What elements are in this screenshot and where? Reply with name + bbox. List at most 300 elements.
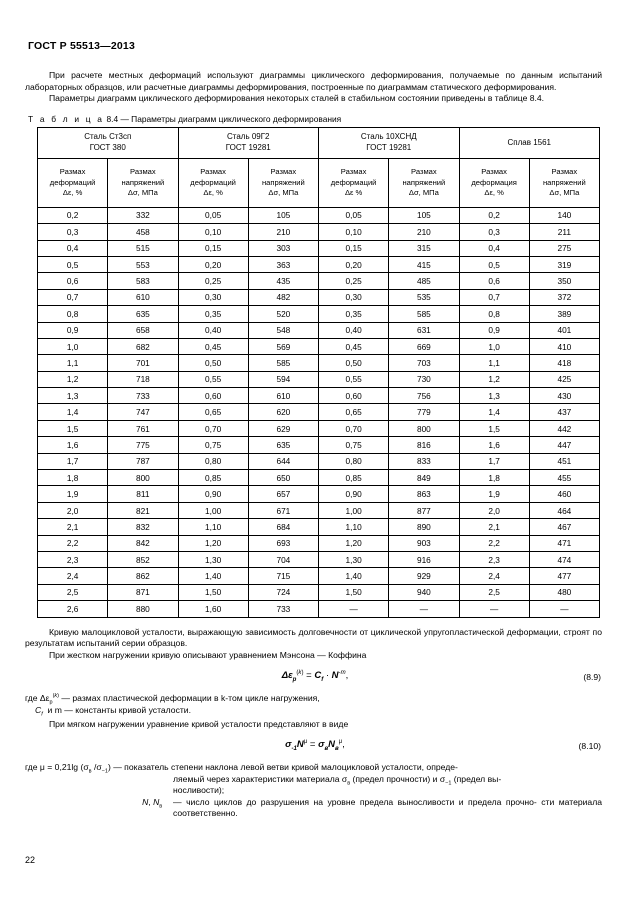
table-cell: 2,1 <box>38 519 108 535</box>
table-row <box>38 453 600 469</box>
table-cell: 467 <box>529 519 599 535</box>
table-cell: 2,4 <box>459 568 529 584</box>
table-cell: 485 <box>389 273 459 289</box>
table-cell: 0,25 <box>319 273 389 289</box>
symbol-delta-eps-p-k: $\Delta\varepsilon_р^{(k)}$ <box>37 693 60 707</box>
table-row <box>38 240 600 256</box>
table-cell: 0,20 <box>319 256 389 272</box>
equation-8-10-row <box>25 739 605 756</box>
table-cell: 1,1 <box>38 355 108 371</box>
table-row <box>38 584 600 600</box>
table-cell: 620 <box>248 404 318 420</box>
table-cell: 849 <box>389 470 459 486</box>
table-row <box>38 355 600 371</box>
table-caption-title: Параметры диаграмм циклического деформирования <box>131 113 342 124</box>
table-cell: 0,40 <box>178 322 248 338</box>
table-cell: 520 <box>248 306 318 322</box>
col-line-1: Размах <box>340 167 367 177</box>
group-header-10hsnd <box>319 127 460 158</box>
table-cell: 0,8 <box>459 306 529 322</box>
table-cell: 0,3 <box>459 224 529 240</box>
table-cell: 1,30 <box>178 551 248 567</box>
table-cell: 0,15 <box>319 240 389 256</box>
table-cell: 363 <box>248 256 318 272</box>
table-cell: 880 <box>108 601 178 617</box>
table-cell: 724 <box>248 584 318 600</box>
table-cell: 693 <box>248 535 318 551</box>
table-cell: 535 <box>389 289 459 305</box>
col-line-3: Δε, % <box>484 187 504 197</box>
table-cell: 583 <box>108 273 178 289</box>
table-row <box>38 551 600 567</box>
col-line-2: напряжений <box>402 177 446 187</box>
table-cell: 569 <box>248 338 318 354</box>
table-cell: 0,15 <box>178 240 248 256</box>
table-head <box>38 127 600 207</box>
table-cell: 0,8 <box>38 306 108 322</box>
table-cell: 0,55 <box>178 371 248 387</box>
table-cell: 816 <box>389 437 459 453</box>
table-cell: 435 <box>248 273 318 289</box>
column-header-4 <box>319 158 389 207</box>
table-cell: — <box>459 601 529 617</box>
table-cell: 585 <box>389 306 459 322</box>
group-name: Сталь 09Г2 <box>226 132 270 142</box>
table-cell: 0,05 <box>319 207 389 223</box>
table-cell: 0,70 <box>319 420 389 436</box>
column-header-2 <box>178 158 248 207</box>
table-cell: 0,70 <box>178 420 248 436</box>
symbol-N-Nv: N, $N_в$ <box>142 796 163 810</box>
table-cell: 458 <box>108 224 178 240</box>
table-cell: 1,10 <box>178 519 248 535</box>
col-line-3: Δε, % <box>203 187 223 197</box>
table-cell: 0,2 <box>459 207 529 223</box>
table-cell: 0,90 <box>178 486 248 502</box>
table-cell: 0,45 <box>178 338 248 354</box>
equation-8-9-row <box>25 670 605 687</box>
table-cell: 0,80 <box>319 453 389 469</box>
table-cell: 105 <box>389 207 459 223</box>
table-row <box>38 420 600 436</box>
table-cell: 718 <box>108 371 178 387</box>
definition-N-text-a: — число циклов до разрушения на уровне предела выносливости и предела прочно- <box>173 796 537 807</box>
table-row <box>38 306 600 322</box>
table-cell: 650 <box>248 470 318 486</box>
table-cell: 871 <box>108 584 178 600</box>
table-cell: 0,7 <box>459 289 529 305</box>
table-cell: 332 <box>108 207 178 223</box>
table-cell: 437 <box>529 404 599 420</box>
table-row <box>38 568 600 584</box>
table-row <box>38 338 600 354</box>
table-cell: 842 <box>108 535 178 551</box>
column-header-3 <box>248 158 318 207</box>
table-cell: 761 <box>108 420 178 436</box>
table-cell: 0,3 <box>38 224 108 240</box>
table-cell: 629 <box>248 420 318 436</box>
table-cell: 515 <box>108 240 178 256</box>
group-name: Сплав 1561 <box>507 137 551 147</box>
table-cell: 1,4 <box>38 404 108 420</box>
table-cell: 703 <box>389 355 459 371</box>
col-line-1: Размах <box>481 167 507 177</box>
table-cell: 671 <box>248 502 318 518</box>
equation-8-10-number: (8.10) <box>578 741 601 752</box>
table-cell: 658 <box>108 322 178 338</box>
page-content <box>25 40 605 820</box>
table-cell: 833 <box>389 453 459 469</box>
table-cell: 715 <box>248 568 318 584</box>
table-caption <box>28 114 605 124</box>
table-cell: 1,7 <box>38 453 108 469</box>
table-cell: 1,6 <box>459 437 529 453</box>
column-header-7 <box>529 158 599 207</box>
table-cell: 210 <box>248 224 318 240</box>
definition-mu-text-a: ) — показатель степени наклона левой ветви кривой малоцикловой усталости, опреде- <box>107 762 458 773</box>
table-cell: 319 <box>529 256 599 272</box>
table-cell: 315 <box>389 240 459 256</box>
table-cell: 2,2 <box>459 535 529 551</box>
table-cell: 940 <box>389 584 459 600</box>
table-cell: 0,40 <box>319 322 389 338</box>
column-header-6 <box>459 158 529 207</box>
col-line-2: напряжений <box>542 177 586 187</box>
table-cell: 0,7 <box>38 289 108 305</box>
table-row <box>38 273 600 289</box>
table-cell: 0,60 <box>178 388 248 404</box>
col-line-1: Размах <box>130 167 156 177</box>
table-cell: 2,2 <box>38 535 108 551</box>
definition-mu-text-d: (предел вы- <box>451 773 502 784</box>
table-cell: — <box>389 601 459 617</box>
definition-mu-text-b: ляемый через характеристики материала σ <box>173 773 348 784</box>
table-cell: 275 <box>529 240 599 256</box>
table-cell: 852 <box>108 551 178 567</box>
table-cell: 2,3 <box>459 551 529 567</box>
table-cell: 684 <box>248 519 318 535</box>
table-caption-dash: — <box>120 113 129 124</box>
table-cell: 474 <box>529 551 599 567</box>
col-line-2: напряжений <box>121 177 165 187</box>
table-cell: 779 <box>389 404 459 420</box>
table-cell: 0,55 <box>319 371 389 387</box>
table-cell: 1,10 <box>319 519 389 535</box>
table-cell: 0,65 <box>319 404 389 420</box>
table-cell: 1,1 <box>459 355 529 371</box>
table-cell: 0,85 <box>319 470 389 486</box>
table-cell: 0,20 <box>178 256 248 272</box>
table-cell: 2,1 <box>459 519 529 535</box>
group-name: Сталь 10ХСНД <box>360 132 417 142</box>
col-line-2: деформаций <box>330 177 377 187</box>
equation-8-9-number: (8.9) <box>583 672 601 683</box>
group-header-splav1561 <box>459 127 600 158</box>
table-cell: 862 <box>108 568 178 584</box>
table-cell: 0,5 <box>38 256 108 272</box>
table-cell: 1,9 <box>459 486 529 502</box>
table-cell: 1,30 <box>319 551 389 567</box>
table-cell: 1,40 <box>178 568 248 584</box>
table-row <box>38 224 600 240</box>
table-row <box>38 256 600 272</box>
table-cell: 1,00 <box>178 502 248 518</box>
table-cell: 863 <box>389 486 459 502</box>
equation-8-9: $\Delta\varepsilon_р^{(k)} = C_f \cdot N^{-m}$, <box>281 669 349 684</box>
table-cell: 0,75 <box>178 437 248 453</box>
table-cell: 425 <box>529 371 599 387</box>
table-cell: 832 <box>108 519 178 535</box>
table-cell: 610 <box>108 289 178 305</box>
group-name: Сталь Ст3сп <box>84 132 132 142</box>
table-cell: 480 <box>529 584 599 600</box>
definition-text-2: и m — константы кривой усталости. <box>47 704 191 715</box>
table-cell: 747 <box>108 404 178 420</box>
standard-header: ГОСТ Р 55513—2013 <box>28 40 136 52</box>
table-cell: 553 <box>108 256 178 272</box>
definition-N <box>25 797 605 820</box>
table-cell: 0,4 <box>459 240 529 256</box>
table-row <box>38 535 600 551</box>
cyclic-deformation-table <box>37 127 600 618</box>
table-cell: 0,90 <box>319 486 389 502</box>
table-cell: 0,9 <box>38 322 108 338</box>
group-header-09g2 <box>178 127 319 158</box>
table-cell: 877 <box>389 502 459 518</box>
table-cell: 2,3 <box>38 551 108 567</box>
table-cell: 477 <box>529 568 599 584</box>
table-row <box>38 470 600 486</box>
table-cell: 0,50 <box>178 355 248 371</box>
page-number: 22 <box>25 855 36 865</box>
col-line-1: Размах <box>551 167 578 177</box>
table-row <box>38 437 600 453</box>
table-row <box>38 289 600 305</box>
table-cell: 455 <box>529 470 599 486</box>
col-line-3: Δσ, МПа <box>408 187 439 197</box>
table-cell: — <box>319 601 389 617</box>
table-cell: 442 <box>529 420 599 436</box>
table-cell: 0,25 <box>178 273 248 289</box>
table-cell: 482 <box>248 289 318 305</box>
col-line-2: напряжений <box>261 177 305 187</box>
equation-8-10: $\sigma_{-1}N^\mu = \sigma_вN_в^\mu$, <box>285 737 345 752</box>
table-cell: 464 <box>529 502 599 518</box>
table-row <box>38 519 600 535</box>
col-line-1: Размах <box>270 167 297 177</box>
column-header-0 <box>38 158 108 207</box>
table-cell: 787 <box>108 453 178 469</box>
table-cell: 733 <box>108 388 178 404</box>
table-cell: 635 <box>108 306 178 322</box>
table-cell: 1,5 <box>459 420 529 436</box>
table-cell: 903 <box>389 535 459 551</box>
table-cell: 2,4 <box>38 568 108 584</box>
table-column-header-row <box>38 158 600 207</box>
paragraph-intro-2: Параметры диаграмм циклического деформирования некоторых сталей в стабильном состоянии приведены в таблице 8.4. <box>49 93 545 104</box>
group-standard: ГОСТ 19281 <box>225 142 271 152</box>
definition-N-text <box>173 797 605 820</box>
table-cell: 2,0 <box>38 502 108 518</box>
table-cell: 410 <box>529 338 599 354</box>
table-cell: 0,85 <box>178 470 248 486</box>
definition-mu-text-c: (предел прочности) и σ <box>350 773 446 784</box>
table-cell: 211 <box>529 224 599 240</box>
table-cell: 704 <box>248 551 318 567</box>
col-line-1: Размах <box>200 167 226 177</box>
table-cell: 631 <box>389 322 459 338</box>
table-cell: 1,8 <box>459 470 529 486</box>
table-cell: 1,00 <box>319 502 389 518</box>
table-cell: 610 <box>248 388 318 404</box>
table-row <box>38 322 600 338</box>
table-caption-number: 8.4 <box>106 113 119 124</box>
table-cell: 0,9 <box>459 322 529 338</box>
table-cell: 0,75 <box>319 437 389 453</box>
symbol-cf: $C_f$ <box>35 704 43 718</box>
table-cell: 800 <box>108 470 178 486</box>
table-cell: 701 <box>108 355 178 371</box>
definition-mu: где μ = 0,21lg ($\sigma_в$ $/\sigma_{-1}$) — показатель степени наклона левой ветви кривой малоцикловой усталости, опреде- ляемый через характеристики материала $\sigma_в$ (предел прочности) и $\sigma_{-1}$ (предел вы- носливости); <box>25 762 605 797</box>
table-cell: 210 <box>389 224 459 240</box>
table-row <box>38 207 600 223</box>
group-standard: ГОСТ 380 <box>89 142 126 152</box>
table-cell: 929 <box>389 568 459 584</box>
table-cell: 0,10 <box>178 224 248 240</box>
table-cell: 1,60 <box>178 601 248 617</box>
definition-mu-text-e: носливости); <box>173 785 225 796</box>
table-cell: 635 <box>248 437 318 453</box>
table-row <box>38 371 600 387</box>
table-cell: 0,45 <box>319 338 389 354</box>
table-cell: 372 <box>529 289 599 305</box>
table-cell: 0,30 <box>319 289 389 305</box>
table-cell: 418 <box>529 355 599 371</box>
table-body <box>38 207 600 617</box>
table-cell: 0,2 <box>38 207 108 223</box>
table-row <box>38 502 600 518</box>
table-cell: 657 <box>248 486 318 502</box>
column-header-1 <box>108 158 178 207</box>
table-cell: 0,50 <box>319 355 389 371</box>
table-cell: 594 <box>248 371 318 387</box>
col-line-3: Δσ, МПа <box>127 187 158 197</box>
table-cell: 0,35 <box>178 306 248 322</box>
table-cell: 548 <box>248 322 318 338</box>
paragraph-fatigue-2: При жестком нагружении кривую описывают уравнением Мэнсона — Коффина <box>49 649 367 660</box>
table-caption-prefix: Т а б л и ц а <box>28 113 105 124</box>
table-cell: 890 <box>389 519 459 535</box>
table-cell: 800 <box>389 420 459 436</box>
table-cell: 1,20 <box>178 535 248 551</box>
table-cell: 389 <box>529 306 599 322</box>
table-cell: 821 <box>108 502 178 518</box>
table-cell: 1,2 <box>459 371 529 387</box>
col-line-1: Размах <box>411 167 437 177</box>
table-cell: 1,3 <box>38 388 108 404</box>
table-cell: 0,05 <box>178 207 248 223</box>
col-line-1: Размах <box>59 167 86 177</box>
table-cell: 460 <box>529 486 599 502</box>
table-cell: 1,3 <box>459 388 529 404</box>
table-cell: 0,65 <box>178 404 248 420</box>
table-row <box>38 486 600 502</box>
table-cell: 430 <box>529 388 599 404</box>
table-cell: 811 <box>108 486 178 502</box>
table-cell: 0,6 <box>38 273 108 289</box>
definition-mu-lead: где μ = 0,21lg (σ <box>25 762 89 773</box>
table-row <box>38 388 600 404</box>
table-cell: 303 <box>248 240 318 256</box>
table-cell: 0,5 <box>459 256 529 272</box>
table-cell: 1,40 <box>319 568 389 584</box>
col-line-3: Δε, % <box>62 187 83 197</box>
group-header-st3sp <box>38 127 179 158</box>
table-cell: 1,20 <box>319 535 389 551</box>
table-cell: 2,6 <box>38 601 108 617</box>
table-cell: 2,5 <box>459 584 529 600</box>
table-cell: 401 <box>529 322 599 338</box>
table-cell: 447 <box>529 437 599 453</box>
table-cell: 1,8 <box>38 470 108 486</box>
table-cell: 644 <box>248 453 318 469</box>
sub-minus1: −1 <box>101 768 108 775</box>
table-cell: 682 <box>108 338 178 354</box>
table-cell: 0,6 <box>459 273 529 289</box>
definition-text-1: — размах пластической деформации в k-том цикле нагружения, <box>61 693 320 704</box>
table-cell: 0,80 <box>178 453 248 469</box>
table-cell: 105 <box>248 207 318 223</box>
paragraph-soft-loading: При мягком нагружении уравнение кривой усталости представляют в виде <box>49 718 349 729</box>
table-cell: 451 <box>529 453 599 469</box>
paragraph-intro-1: При расчете местных деформаций используют диаграммы циклического деформирования, получаемые по данным испытаний лабораторных образцов, или расчетные диаграммы деформирования, построенные по диаграммам статического деформирования. <box>25 70 602 92</box>
table-cell: 0,4 <box>38 240 108 256</box>
table-cell: 1,50 <box>178 584 248 600</box>
table-cell: 1,2 <box>38 371 108 387</box>
definition-line-2 <box>25 705 605 717</box>
col-line-3: Δσ, МПа <box>268 187 299 197</box>
col-line-3: Δε % <box>344 187 363 197</box>
definition-N-text-b: сти материала соответственно. <box>173 796 602 819</box>
col-line-3: Δσ, МПа <box>549 187 580 197</box>
table-cell: 471 <box>529 535 599 551</box>
table-cell: 669 <box>389 338 459 354</box>
table-cell: 1,0 <box>38 338 108 354</box>
table-cell: 2,5 <box>38 584 108 600</box>
table-cell: 733 <box>248 601 318 617</box>
table-cell: 0,30 <box>178 289 248 305</box>
column-header-5 <box>389 158 459 207</box>
group-standard: ГОСТ 19281 <box>366 142 412 152</box>
col-line-2: деформаций <box>49 177 96 187</box>
table-group-header-row <box>38 127 600 158</box>
table-cell: 775 <box>108 437 178 453</box>
table-cell: — <box>529 601 599 617</box>
table-cell: 1,4 <box>459 404 529 420</box>
table-cell: 415 <box>389 256 459 272</box>
definitions-8-9 <box>25 693 605 716</box>
table-cell: 2,0 <box>459 502 529 518</box>
table-cell: 756 <box>389 388 459 404</box>
col-line-2: деформаций <box>190 177 236 187</box>
where-label: где <box>25 693 38 704</box>
table-cell: 1,9 <box>38 486 108 502</box>
definition-line-1 <box>25 693 605 705</box>
table-cell: 0,35 <box>319 306 389 322</box>
table-cell: 730 <box>389 371 459 387</box>
table-cell: 1,50 <box>319 584 389 600</box>
table-cell: 350 <box>529 273 599 289</box>
